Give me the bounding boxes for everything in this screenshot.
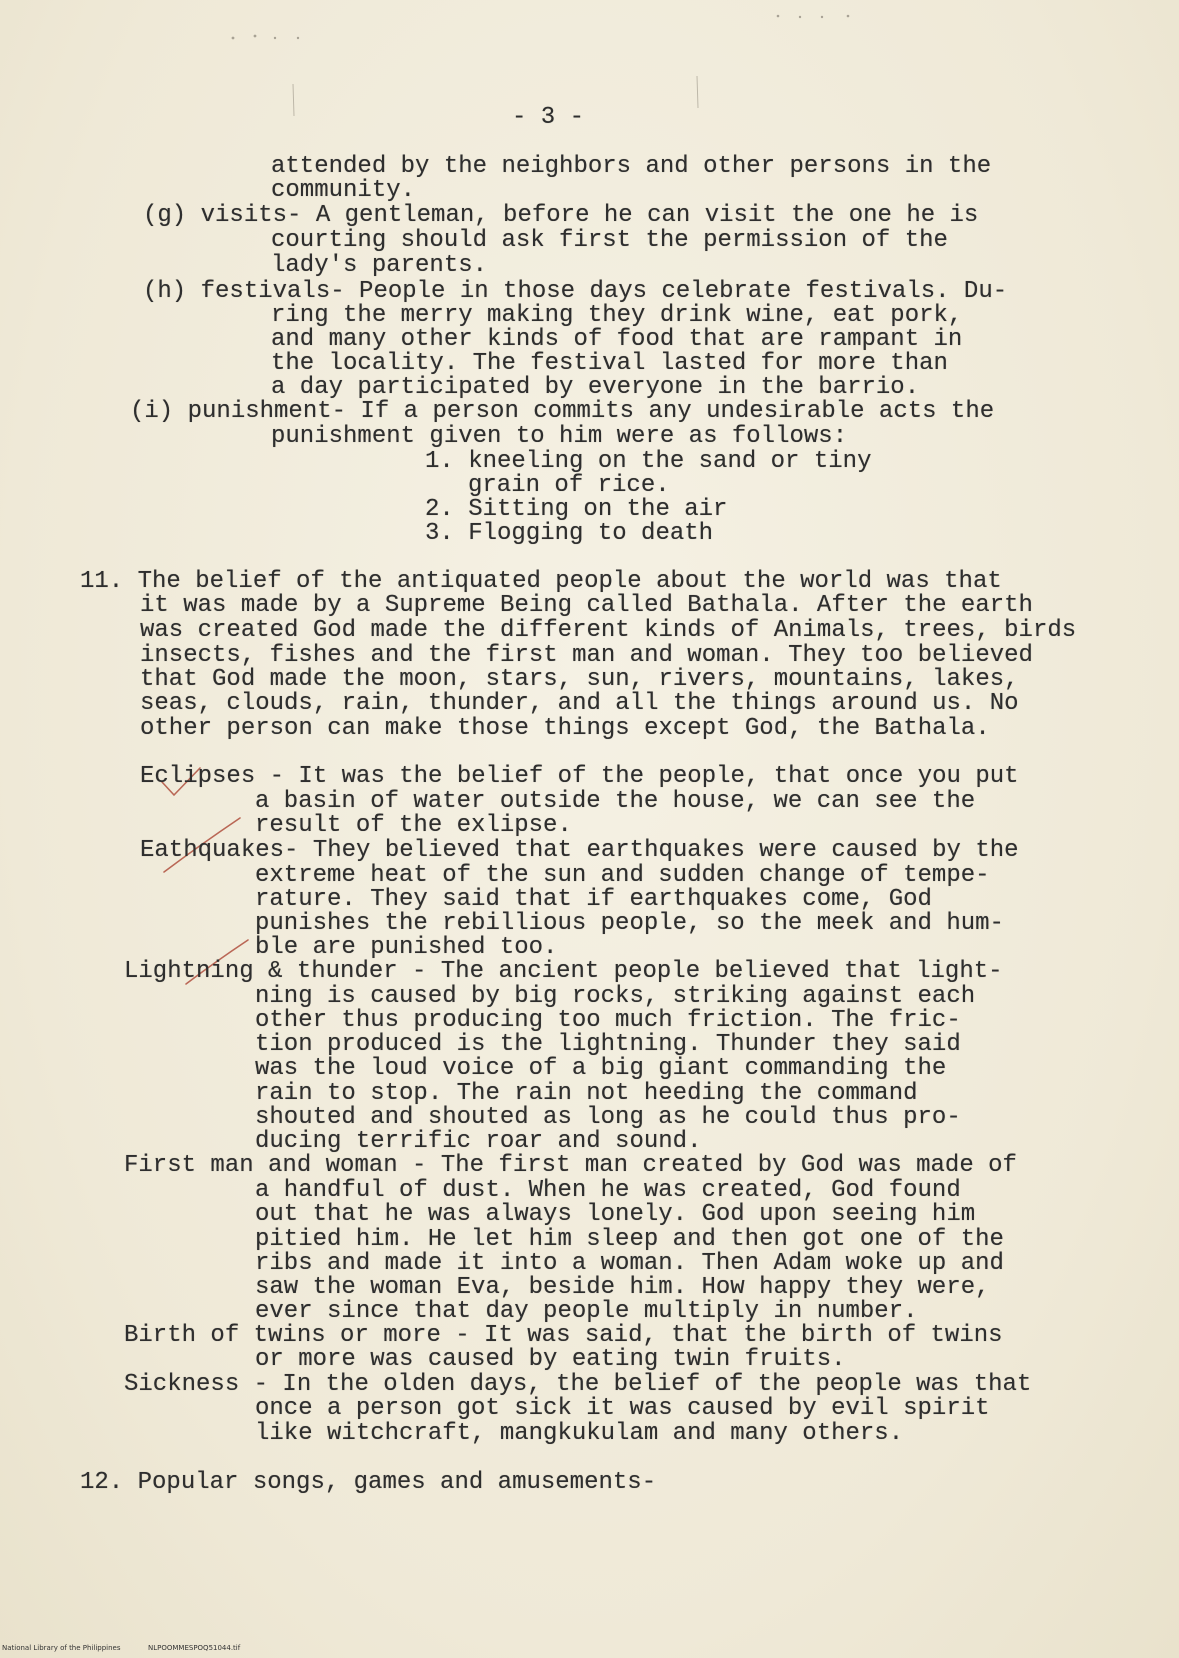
text-line: like witchcraft, mangkukulam and many others. [255, 1420, 904, 1447]
text-line: grain of rice. [468, 472, 670, 499]
text-line: other thus producing too much friction. The fric- [255, 1007, 961, 1034]
text-line: 1. kneeling on the sand or tiny [425, 448, 872, 475]
text-line: Sickness - In the olden days, the belief of the people was that [124, 1371, 1032, 1398]
text-line: was created God made the different kinds of Animals, trees, birds [140, 617, 1077, 644]
text-line: courting should ask first the permission of the [271, 227, 948, 254]
text-line: a handful of dust. When he was created, God found [255, 1177, 961, 1204]
text-line: extreme heat of the sun and sudden change of tempe- [255, 862, 990, 889]
text-line: attended by the neighbors and other persons in the [271, 153, 992, 180]
text-line: punishes the rebillious people, so the meek and hum- [255, 910, 1004, 937]
text-line: other person can make those things except God, the Bathala. [140, 715, 990, 742]
text-line: First man and woman - The first man created by God was made of [124, 1152, 1017, 1179]
text-line: or more was caused by eating twin fruits. [255, 1346, 846, 1373]
text-line: pitied him. He let him sleep and then got one of the [255, 1226, 1004, 1253]
text-line: ever since that day people multiply in number. [255, 1298, 918, 1325]
text-line: saw the woman Eva, beside him. How happy they were, [255, 1274, 990, 1301]
text-line: Birth of twins or more - It was said, that the birth of twins [124, 1322, 1003, 1349]
text-line: tion produced is the lightning. Thunder they said [255, 1031, 961, 1058]
text-line: once a person got sick it was caused by evil spirit [255, 1395, 990, 1422]
text-line: Eclipses - It was the belief of the people, that once you put [140, 763, 1019, 790]
text-line: out that he was always lonely. God upon seeing him [255, 1201, 976, 1228]
text-line: rain to stop. The rain not heeding the command [255, 1080, 918, 1107]
text-line: Eathquakes- They believed that earthquakes were caused by the [140, 837, 1019, 864]
text-line: 2. Sitting on the air [425, 496, 728, 523]
text-line: ning is caused by big rocks, striking against each [255, 983, 976, 1010]
text-line: a day participated by everyone in the barrio. [271, 374, 920, 401]
text-line: (g) visits- A gentleman, before he can visit the one he is [143, 202, 979, 229]
text-line: community. [271, 177, 416, 204]
text-line: lady's parents. [271, 252, 488, 279]
text-line: Lightning & thunder - The ancient people believed that light- [124, 958, 1003, 985]
page-number: - 3 - [512, 104, 585, 131]
text-line: (h) festivals- People in those days celebrate festivals. Du- [143, 278, 1008, 305]
text-line: insects, fishes and the first man and woman. They too believed [140, 642, 1033, 669]
text-line: it was made by a Supreme Being called Bathala. After the earth [140, 592, 1033, 619]
text-line: result of the exlipse. [255, 812, 572, 839]
text-line: 12. Popular songs, games and amusements- [80, 1469, 657, 1496]
text-line: ribs and made it into a woman. Then Adam woke up and [255, 1250, 1004, 1277]
footer-filename: NLPOOMMESPOQ51044.tif [148, 1644, 241, 1652]
text-line: that God made the moon, stars, sun, rivers, mountains, lakes, [140, 666, 1019, 693]
text-line: punishment given to him were as follows: [271, 423, 848, 450]
text-line: seas, clouds, rain, thunder, and all the things around us. No [140, 690, 1019, 717]
text-line: (i) punishment- If a person commits any undesirable acts the [130, 398, 995, 425]
text-line: and many other kinds of food that are rampant in [271, 326, 963, 353]
text-line: the locality. The festival lasted for more than [271, 350, 948, 377]
text-line: ducing terrific roar and sound. [255, 1128, 702, 1155]
text-line: shouted and shouted as long as he could thus pro- [255, 1104, 961, 1131]
text-line: was the loud voice of a big giant commanding the [255, 1055, 947, 1082]
text-line: rature. They said that if earthquakes come, God [255, 886, 932, 913]
text-line: a basin of water outside the house, we can see the [255, 788, 976, 815]
text-line: 3. Flogging to death [425, 520, 714, 547]
text-line: ring the merry making they drink wine, eat pork, [271, 302, 963, 329]
text-line: ble are punished too. [255, 934, 558, 961]
footer-library: National Library of the Philippines [2, 1644, 121, 1652]
text-line: 11. The belief of the antiquated people about the world was that [80, 568, 1002, 595]
